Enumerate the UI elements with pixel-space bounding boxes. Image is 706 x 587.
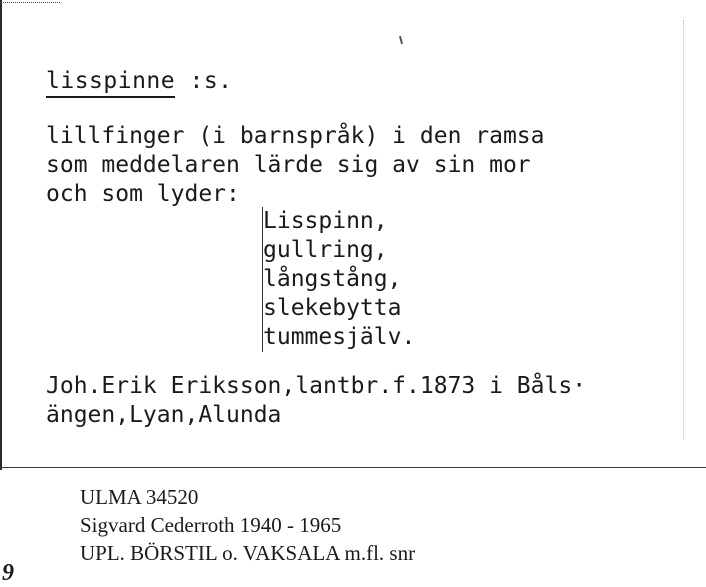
headword: lisspinne	[46, 68, 175, 98]
archive-number: ULMA 34520	[80, 485, 199, 509]
definition-line: lillfinger (i barnspråk) i den ramsa	[46, 123, 545, 149]
rhyme-line: långstång,	[263, 266, 402, 292]
rhyme-line: gullring,	[263, 237, 388, 263]
page-mark: 9	[2, 560, 14, 586]
definition-text	[46, 122, 545, 209]
collector: Sigvard Cederroth 1940 - 1965	[80, 513, 342, 537]
rhyme-line: slekebytta	[263, 295, 402, 321]
rhyme-line: tummesjälv.	[263, 324, 416, 350]
card-top-edge	[0, 2, 60, 4]
rhyme-line: Lisspinn,	[263, 208, 388, 234]
location: UPL. BÖRSTIL o. VAKSALA m.fl. snr	[80, 541, 416, 565]
part-of-speech: :s.	[189, 68, 233, 94]
informant-line: Joh.Erik Eriksson,lantbr.f.1873 i Båls·	[46, 373, 587, 399]
card-right-edge	[683, 20, 685, 440]
rhyme-block	[262, 207, 415, 352]
definition-line: och som lyder:	[46, 181, 240, 207]
card-left-edge	[0, 0, 2, 470]
card-divider	[0, 467, 706, 468]
informant-line: ängen,Lyan,Alunda	[46, 402, 282, 428]
card-footer	[80, 483, 415, 567]
informant-text	[46, 372, 586, 430]
headword-line	[46, 68, 233, 94]
stray-mark	[399, 36, 403, 44]
definition-line: som meddelaren lärde sig av sin mor	[46, 152, 531, 178]
